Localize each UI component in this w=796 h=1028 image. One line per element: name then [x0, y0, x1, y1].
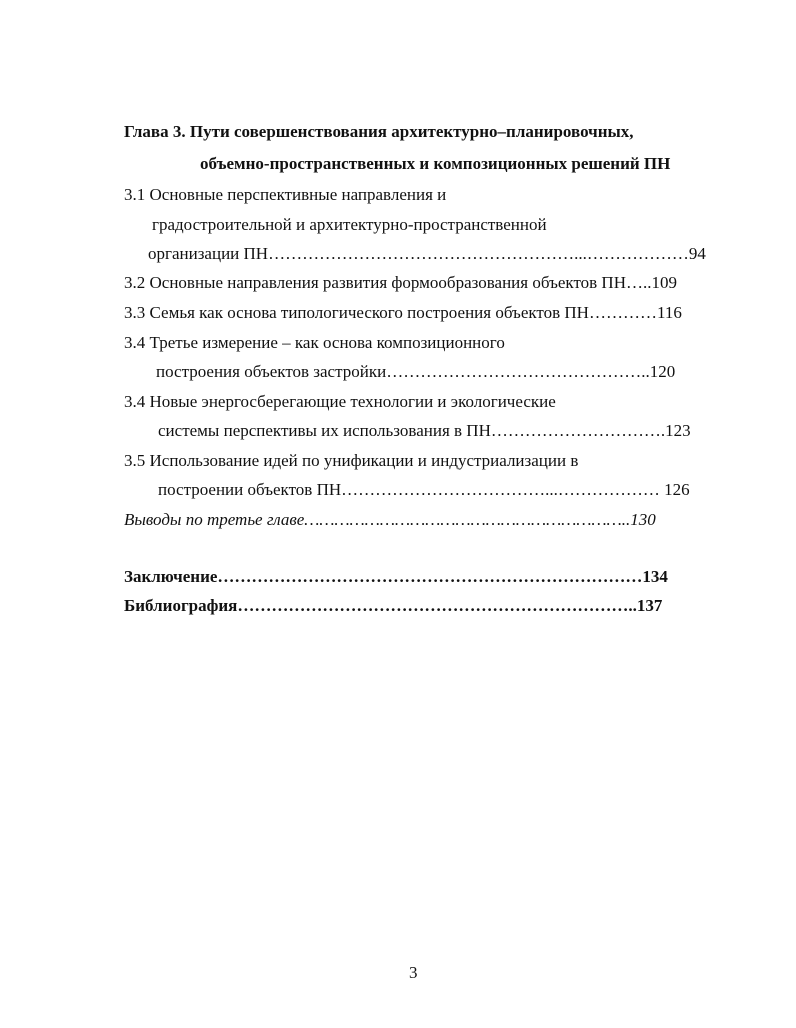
page-number: 3	[409, 963, 418, 982]
toc-entry-3-2: 3.2 Основные направления развития формообразования объектов ПН…..109	[124, 273, 677, 292]
toc-entry-3-3: 3.3 Семья как основа типологического построения объектов ПН…………116	[124, 303, 682, 322]
toc-entry-3-1-line-2: градостроительной и архитектурно-пространственной	[152, 215, 547, 234]
toc-entry-3-4-line-1: 3.4 Третье измерение – как основа композиционного	[124, 333, 505, 352]
toc-entry-3-4-line-2: построения объектов застройки………………………………………..120	[156, 362, 676, 381]
toc-entry-3-1-line-3: организации ПН………………………………………………...………………94	[148, 244, 706, 263]
toc-entry-3-1-line-1: 3.1 Основные перспективные направления и	[124, 185, 447, 204]
toc-entry-bibliography: Библиография……………………………………………………………..137	[124, 596, 663, 615]
toc-entry-3-4b-line-2: системы перспективы их использования в ПН………………………….123	[158, 421, 691, 440]
toc-entry-3-5-line-2: построении объектов ПН………………………………...……………… 126	[158, 480, 690, 499]
toc-entry-conclusion: Заключение…………………………………………………………………134	[124, 567, 668, 586]
chapter-heading-line-1: Глава 3. Пути совершенствования архитектурно–планировочных,	[124, 122, 634, 141]
toc-entry-conclusions: Выводы по третье главе………………………………………………………..130	[124, 510, 656, 529]
chapter-heading-line-2: объемно-пространственных и композиционных решений ПН	[200, 154, 671, 173]
toc-entry-3-5-line-1: 3.5 Использование идей по унификации и индустриализации в	[124, 451, 579, 470]
toc-entry-3-4b-line-1: 3.4 Новые энергосберегающие технологии и экологические	[124, 392, 556, 411]
